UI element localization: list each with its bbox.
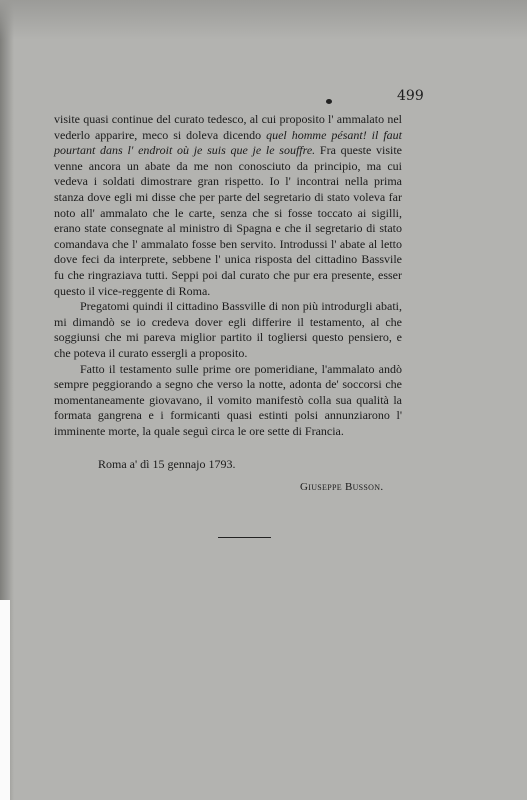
- text-segment: Fatto il testamento sulle prime ore pomeridiane, l'ammalato andò sempre peggiorando a segno che verso la notte, adonta de' soccorsi che momentaneamente giovavano, il vomito manifestò colla sua qualità la formata gangrena e i formicanti quasi estinti polsi annunziarono l' imminente morte, la quale seguì circa le ore sette di Francia.: [54, 361, 402, 438]
- paragraph-1: [54, 112, 402, 299]
- paragraph-3: [54, 362, 402, 440]
- text-segment: Fra queste visite venne ancora un abate da me non conosciuto da principio, ma cui vedeva i soldati dimostrare gran rispetto. Io l' incontrai nella prima stanza dove egli mi disse che per parte del segretario di stato voleva far noto all' ammalato che le carte, senza che si fosse toccato ai sigilli, erano state consegnate al ministro di Spagna e che il segretario di stato comandava che l' ammalato fosse ben servito. Introdussi l' abate al letto dove feci da interprete, sebbene l' unica risposta del cittadino Bassvile fu che ringraziava tutti. Seppi poi dal curato che pur era presente, esser questo il vice-reggente di Roma.: [54, 143, 402, 298]
- date-line: Roma a' dì 15 gennajo 1793.: [98, 457, 236, 471]
- paragraph-2: [54, 299, 402, 361]
- body-text: [54, 112, 402, 439]
- text-segment: visite quasi continue del curato tedesco, al cui proposito l' ammalato nel vederlo apparire, meco si doleva dicendo: [54, 112, 402, 142]
- horizontal-rule: [218, 537, 271, 538]
- italic-quote: quel homme pésant! il faut pourtant dans l' endroit où je suis que je le souffre.: [54, 127, 402, 158]
- text-segment: Pregatomi quindi il cittadino Bassville di non più introdurgli abati, mi dimandò se io credeva dover egli differire il testamento, al che soggiunsi che mi pareva miglior partito il togliersi questo pensiero, e che poteva il curato essergli a proposito.: [54, 299, 402, 360]
- signature: Giuseppe Busson.: [300, 481, 384, 493]
- page-number: 499: [397, 88, 424, 104]
- scan-edge-strip: [0, 600, 10, 800]
- ink-dot-mark: [326, 99, 332, 104]
